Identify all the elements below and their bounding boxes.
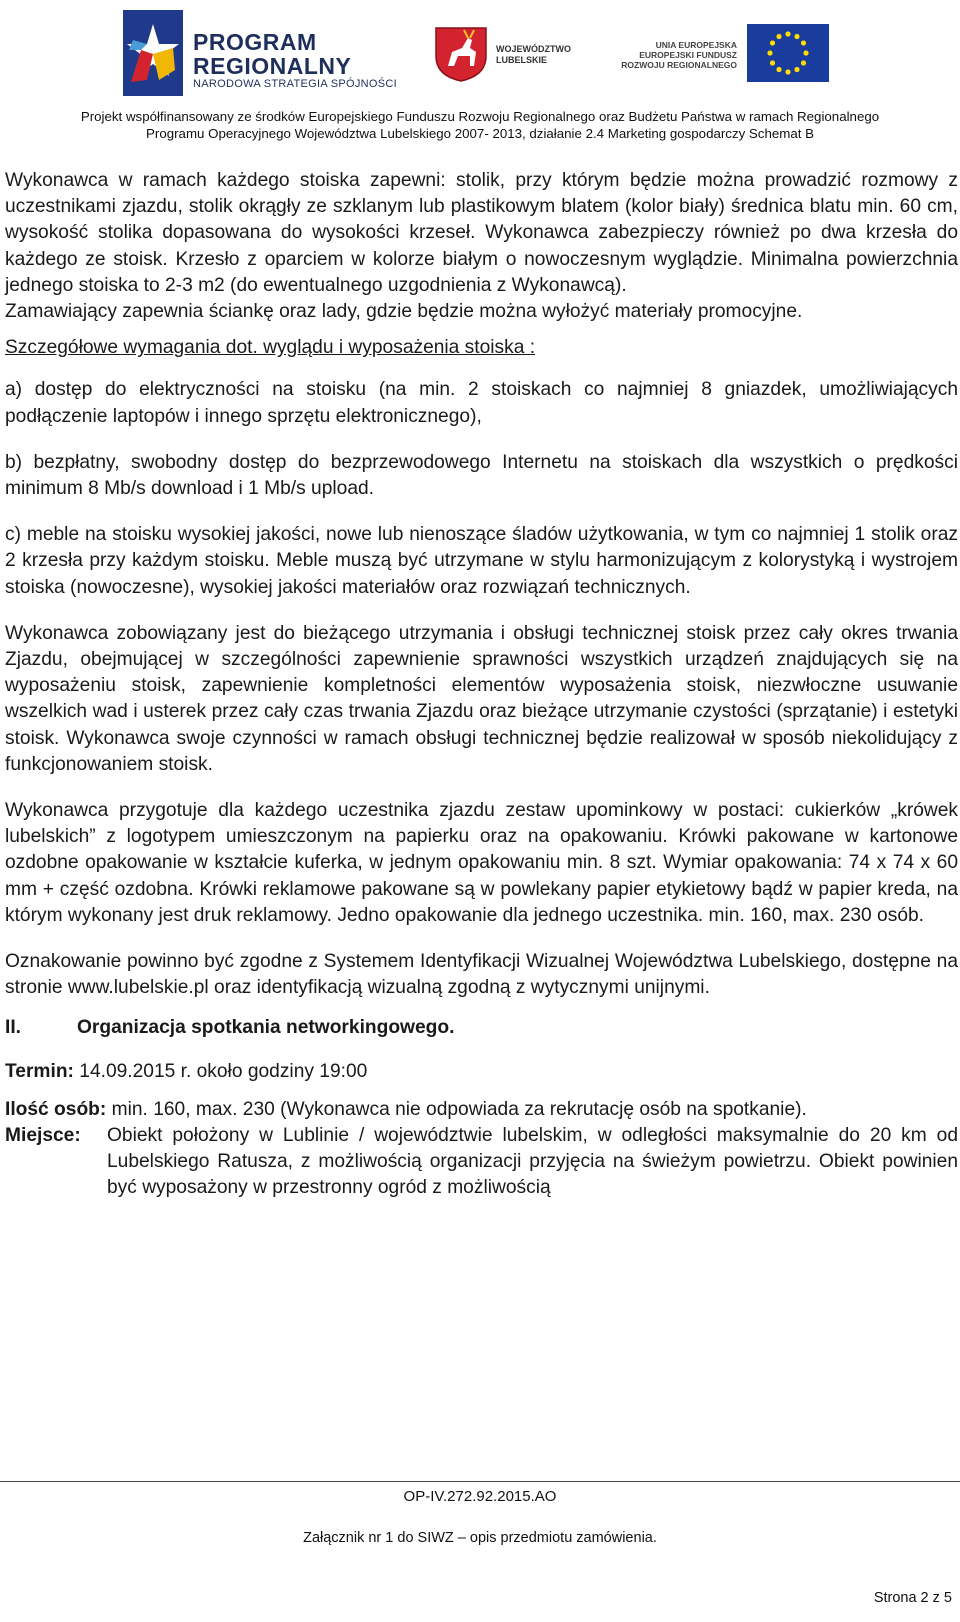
termin-label: Termin:: [5, 1061, 74, 1083]
miejsce-label: Miejsce:: [5, 1125, 81, 1147]
header-logo-bar: [0, 0, 960, 110]
program-regionalny-title: PROGRAM REGIONALNY: [193, 29, 352, 79]
eu-fund-logo: [617, 24, 837, 86]
ilosc-line: [5, 1097, 958, 1123]
eu-flag-icon: [747, 24, 829, 82]
wojewodztwo-lubelskie-text: WOJEWÓDZTWO LUBELSKIE: [496, 44, 571, 65]
eu-fund-text: UNIA EUROPEJSKA EUROPEJSKI FUNDUSZ ROZWOJU REGIONALNEGO: [621, 40, 737, 70]
paragraph-client-provides: Zamawiający zapewnia ściankę oraz lady, gdzie będzie można wyłożyć materiały promocyjne.: [5, 301, 803, 323]
paragraph-maintenance: Wykonawca zobowiązany jest do bieżącego utrzymania i obsługi technicznej stoisk przez cały okres trwania Zjazdu, obejmującej w szczególności zapewnienie sprawności wszystkich urządzeń znajdujących się na wyposażeniu stoisk, zapewnienie kompletności elementów wyposażenia stoisk, niezwłoczne usuwanie wszelkich wad i usterek przez cały czas trwania Zjazdu oraz bieżące utrzymanie czystości (sprzątanie) i estetyki stoisk. Wykonawca swoje czynności w ramach obsługi technicznej będzie realizował w sposób niekolidujący z funkcjonowaniem stoisk.: [5, 622, 958, 775]
section-number: II.: [5, 1017, 21, 1039]
wojewodztwo-lubelskie-logo: [434, 26, 584, 86]
miejsce-line: [5, 1123, 958, 1201]
document-body: [5, 168, 958, 1201]
requirement-b: b) bezpłatny, swobodny dostęp do bezprzewodowego Internetu na stoiskach dla wszystkich o prędkości minimum 8 Mb/s download i 1 Mb/s upload.: [5, 451, 958, 500]
section-title: Organizacja spotkania networkingowego.: [77, 1017, 455, 1039]
miejsce-value: Obiekt położony w Lublinie / województwie lubelskim, w odległości maksymalnie do 20 km od Lubelskiego Ratusza, z możliwością organizacji przyjęcia na świeżym powietrzu. Obiekt powinien być wyposażony w przestronny ogród z możliwością: [107, 1125, 958, 1199]
footer-reference-code: OP-IV.272.92.2015.AO: [403, 1488, 557, 1505]
requirement-a: a) dostęp do elektryczności na stoisku (na min. 2 stoiskach co najmniej 8 gniazdek, umożliwiających podłączenie laptopów i innego sprzętu elektronicznego),: [5, 379, 958, 427]
requirements-heading: Szczegółowe wymagania dot. wyglądu i wyposażenia stoiska :: [5, 337, 536, 359]
termin-value: 14.09.2015 r. około godziny 19:00: [73, 1061, 368, 1083]
footer-attachment-note: Załącznik nr 1 do SIWZ – opis przedmiotu zamówienia.: [303, 1530, 657, 1546]
ilosc-value: min. 160, max. 230 (Wykonawca nie odpowiada za rekrutację osób na spotkanie).: [106, 1099, 807, 1121]
program-regionalny-logo: [123, 10, 397, 98]
section-heading: [5, 1015, 958, 1041]
funding-line-2: Programu Operacyjnego Województwa Lubelskiego 2007- 2013, działanie 2.4 Marketing gospodarczy Schemat B: [146, 126, 814, 141]
program-regionalny-subtitle: NARODOWA STRATEGIA SPÓJNOŚCI: [193, 78, 397, 90]
termin-line: [5, 1059, 958, 1085]
paragraph-gifts: Wykonawca przygotuje dla każdego uczestnika zjazdu zestaw upominkowy w postaci: cukierków „krówek lubelskich” z logotypem umieszczonym na papierku oraz na opakowaniu. Krówki pakowane w kartonowe ozdobne opakowanie w kształcie kuferka, w jednym opakowaniu min. 8 szt. Wymiar opakowania: 74 x 74 x 60 mm + część ozdobna. Krówki reklamowe pakowane są w powlekany papier etykietowy bądź w papier kreda, na którym wykonany jest druk reklamowy. Jedno opakowanie dla jednego uczestnika. min. 160, max. 230 osób.: [5, 800, 958, 926]
ilosc-label: Ilość osób:: [5, 1099, 107, 1121]
page-number: Strona 2 z 5: [873, 1590, 952, 1606]
requirement-c: c) meble na stoisku wysokiej jakości, nowe lub nienoszące śladów użytkowania, w tym co najmniej 1 stolik oraz 2 krzesła przy każdym stoisku. Meble muszą być utrzymane w stylu harmonizującym z kolorystyką i wystrojem stoiska (nowoczesne), wysokiej jakości materiałów oraz rozwiązań technicznych.: [5, 524, 958, 598]
footer-divider: [0, 1481, 960, 1482]
paragraph-stand-equipment: Wykonawca w ramach każdego stoiska zapewni: stolik, przy którym będzie można prowadzić rozmowy z uczestnikami zjazdu, stolik okrągły ze szklanym lub plastikowym blatem (kolor biały) średnica blatu min. 60 cm, wysokość stolika dopasowana do wysokości krzeseł. Wykonawca zabezpieczy również po dwa krzesła do każdego ze stoisk. Krzesło z oparciem w kolorze białym o nowoczesnym wyglądzie. Minimalna powierzchnia jednego stoiska to 2-3 m2 (do ewentualnego uzgodnienia z Wykonawcą).: [5, 170, 958, 296]
paragraph-marking: Oznakowanie powinno być zgodne z Systemem Identyfikacji Wizualnej Województwa Lubelskiego, dostępne na stronie www.lubelskie.pl oraz identyfikacją wizualną zgodną z wytycznymi unijnymi.: [5, 951, 958, 999]
funding-statement: [0, 108, 960, 142]
lubelskie-coat-of-arms-icon: [434, 26, 488, 82]
program-regionalny-star-icon: [123, 10, 183, 96]
funding-line-1: Projekt współfinansowany ze środków Europejskiego Funduszu Rozwoju Regionalnego oraz Budżetu Państwa w ramach Regionalnego: [80, 109, 880, 124]
